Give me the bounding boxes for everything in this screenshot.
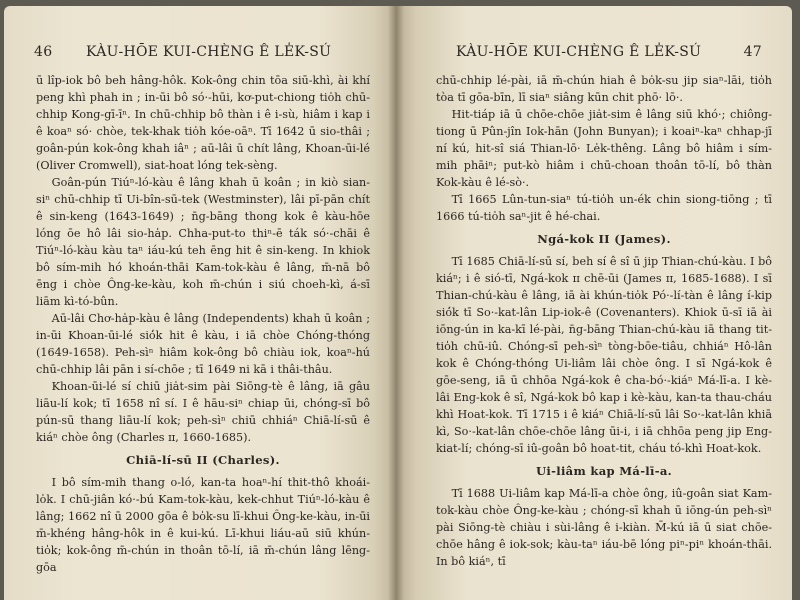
paragraph: Tī 1688 Ui-liâm kap Má-lī-a chòe ông, iû-goân siat Kam-tok-kàu chòe Ông-ke-kàu ; chóng-sī khah ū iōng-ún peh-sìⁿ pài Siōng-tè chiàu i sùi-lâng ê i-kiàn. M̄-kú iā ū siat chōe-chōe hâng ê iok-sok; kàu-taⁿ iáu-bē lóng piⁿ-piⁿ khoán-thāi. In bô kiáⁿ, tī [436,487,772,568]
paragraph: Tī 1685 Chiā-lí-sū sí, beh sí ê sî ū jip Thian-chú-kàu. I bô kiáⁿ; i ê sió-tī, Ngá-kok ɪɪ chē-ūi (James ɪɪ, 1685-1688). I sī Thian-chú-kàu ê lâng, iā ài khún-tio̍k Pó·-lí-tàn ê lâng í-kip sió̍k tī So·-kat-lân Lip-iok-ê (Covenanters). Khiok ū-sī iā ài iōng-ún in ka-kī lé-pài, n̄g-bāng Thian-chú-kàu iā thang tit-tio̍h chū-iû. Chóng-sī peh-sìⁿ tòng-bōe-tiâu, chhiáⁿ Hô-lân kok ê Chóng-thóng Ui-liâm lâi chòe ông. I sī Ngá-kok ê gōe-seng, iā ū chhōa Ngá-kok ê cha-bó·-kiáⁿ Má-lī-a. I kè-lâi Eng-kok ê sî, Ngá-kok bô kap i kè-kàu, kan-ta thau-cháu khì Hoat-kok. Tī 1715 i ê kiáⁿ Chiā-lí-sū lâi So·-kat-lân khiā kì, So·-kat-lân chōe-chōe lâng ūi-i, i iā chhōa peng jip Eng-kiat-lí; chóng-sī iû-goân bô hoat-tit, cháu tó-khì Hoat-kok. [436,255,772,455]
paragraph: Tī 1665 Lûn-tun-siaⁿ tú-tio̍h un-ék chin siong-tiōng ; tī 1666 tú-tio̍h saⁿ-jit ê hé-chai. [436,193,772,223]
paragraph: Khoan-ūi-lé sí chiū jia̍t-sim pài Siōng-tè ê lâng, iā gâu liāu-lí kok; tī 1658 nî sí. I ê hāu-siⁿ chiap ūi, chóng-sī bô pún-sū thang liāu-lí kok; peh-sìⁿ chiū chhiáⁿ Chiā-lí-sū ê kiáⁿ chòe ông (Charles ɪɪ, 1660-1685). [36,380,370,444]
page-number: 46 [34,44,53,60]
page-number: 47 [743,44,762,60]
right-page-header [396,44,792,64]
section-heading: Chiā-lí-sū II (Charles). [126,453,280,467]
paragraph: Goân-pún Tiúⁿ-ló-kàu ê lâng khah ū koân ; in kiò sian-siⁿ chū-chhip tī Ui-bîn-sū-tek (Westminster), lâi pī-pān chít ê sin-keng (1643-1649) ; n̄g-bāng thong kok ê kàu-hōe lóng ōe hô lâi sio-ha̍p. Chha-put-to thiⁿ-ē ták só·-chāi ê Tiúⁿ-ló-kàu kàu taⁿ iáu-kú teh ēng hit ê sin-keng. In khiok bô sím-mih hó khoán-thāi Kam-tok-kàu ê lâng, m̄-nā bô ēng i chòe Ông-ke-kàu, koh m̄-chún i siú choeh-kì, á-sī liām kì-tó-bûn. [36,176,370,308]
paragraph: Hit-tiáp iā ū chōe-chōe jia̍t-sim ê lâng siū khó·; chiông-tiong ū Pûn-jîn Iok-hān (John Bunyan); i koaiⁿ-kaⁿ chhap-jī ní kú, hit-sî siá Thian-lō· Le̍k-thêng. Lâng bô hiâm i sím-mih phāiⁿ; put-kò hiâm i chū-choan thoân tō-lí, bô thàn Kok-kàu ê lé-sò·. [436,108,772,189]
left-page [4,6,396,600]
left-page-body [36,72,370,576]
paragraph: ū lîp-iok bô beh hâng-hôk. Kok-ông chin tōa siū-khì, ài khí peng khì phah in ; in-ūi bô só·-hūi, kơ-put-chiong tio̍h chū-chhip Kong-gī-īⁿ. In chū-chhip bô thàn i ê i-sù, hiâm i kap i ê koaⁿ só· chòe, tek-khak tio̍h kóe-oāⁿ. Tī 1642 ū sio-thâi ; goân-pún kok-ông khah iâⁿ ; aū-lâi ū chít lâng, Khoan-ūi-lé (Oliver Cromwell), siat-hoat lóng tek-sèng. [36,74,370,172]
right-page-body [436,72,772,570]
running-title: KÀU-HŌE KUI-CHÈNG Ê LE̍K-SÚ [456,44,702,60]
paragraph: I bô sím-mih thang o-ló, kan-ta hoaⁿ-hí thit-thô khoái-lo̍k. I chū-jiân kó·-bú Kam-tok-kàu, kek-chhut Tiúⁿ-ló-kàu ê lâng; 1662 nî ū 2000 gōa ê bo̍k-su lī-khui Ông-ke-kàu, in-ūi m̄-khéng hâng-hôk in ê kui-kú. Lī-khui liáu-aū siū khún-tio̍k; kok-ông m̄-chún in thoân tō-lí, iā m̄-chún lâng lēng-gōa [36,476,370,574]
paragraph: Aū-lâi Chơ-ha̍p-kàu ê lâng (Independents) khah ū koân ; in-ūi Khoan-ūi-lé sió̍k hit ê kàu, i iā chòe Chóng-thóng (1649-1658). Peh-sìⁿ hiâm kok-ông bô chiàu iok, koaⁿ-hú chū-chhip lâi pān i sí-chōe ; tī 1649 ni kā i thâi-thâu. [36,312,370,376]
running-title: KÀU-HŌE KUI-CHÈNG Ê LE̍K-SÚ [86,44,332,60]
paragraph: chū-chhip lé-pài, iā m̄-chún hiah ê bo̍k-su jip siaⁿ-lāi, tio̍h tòa tī gōa-bīn, lī siaⁿ siâng kūn chit phō· lō·. [436,74,772,104]
section-heading: Ui-liâm kap Má-lī-a. [536,464,672,478]
right-page [396,6,792,600]
section-heading: Ngá-kok II (James). [537,232,671,246]
left-page-header [4,44,396,64]
